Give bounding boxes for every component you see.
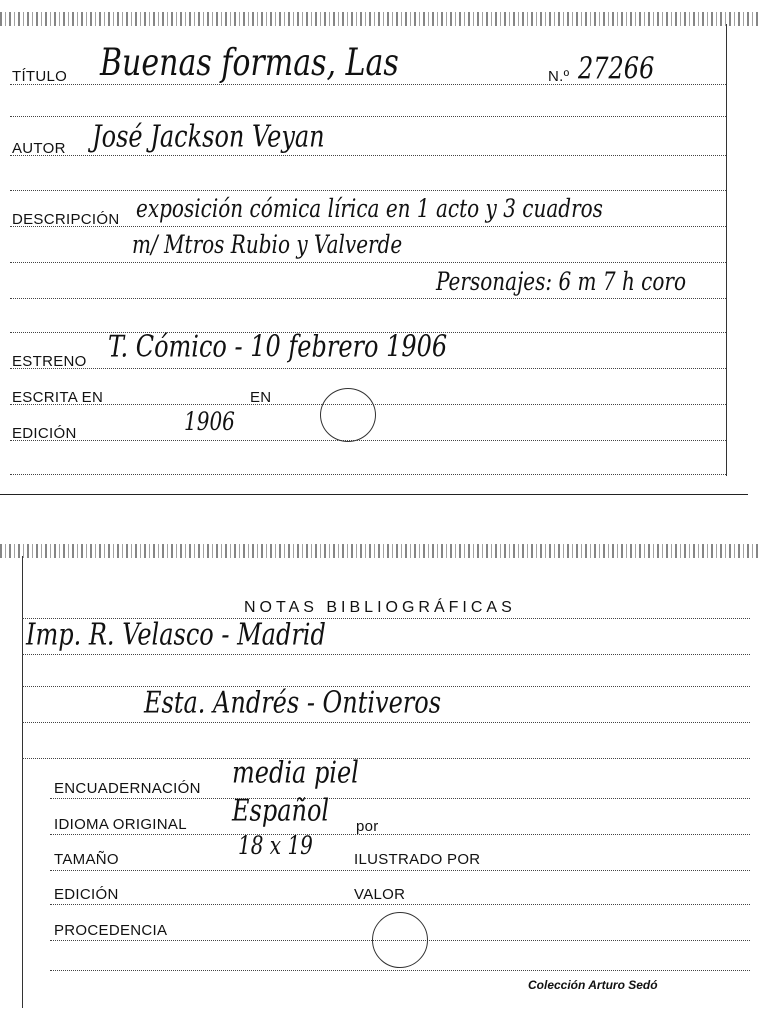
line [22,758,750,759]
line [50,798,750,799]
note-imprenta: Imp. R. Velasco - Madrid [26,617,326,652]
idioma-value: Español [232,793,330,828]
line [10,262,726,263]
edicion-label-2: EDICIÓN [54,886,119,903]
en-label: EN [250,389,272,406]
procedencia-label: PROCEDENCIA [54,922,168,939]
escrita-en-label: ESCRITA EN [12,389,104,406]
idioma-label: IDIOMA ORIGINAL [54,816,187,833]
por-label: por [356,818,379,835]
descripcion-line2: m/ Mtros Rubio y Valverde [132,229,403,259]
descripcion-line3: Personajes: 6 m 7 h coro [436,266,687,296]
titulo-label: TÍTULO [12,68,68,85]
edicion-value: 1906 [184,406,235,436]
ilustrado-label: ILUSTRADO POR [354,851,481,868]
card-border [22,556,23,1008]
autor-value: José Jackson Veyan [92,119,325,154]
round-stamp [372,912,428,968]
collection-credit: Colección Arturo Sedó [528,978,658,992]
catalog-card-top [0,0,759,495]
valor-label: VALOR [354,886,406,903]
line [10,368,726,369]
tamano-label: TAMAÑO [54,851,119,868]
numero-value: 27266 [578,51,655,86]
note-estampa: Esta. Andrés - Ontiveros [144,685,442,720]
card-border [726,24,727,476]
line [10,474,726,475]
line [10,190,726,191]
line [10,298,726,299]
line [50,870,750,871]
line [50,834,750,835]
encuadernacion-label: ENCUADERNACIÓN [54,780,201,797]
estreno-label: ESTRENO [12,353,87,370]
line [10,440,726,441]
catalog-card-bottom [0,540,759,1028]
autor-label: AUTOR [12,140,66,157]
encuadernacion-value: media piel [232,755,359,790]
line [10,155,726,156]
torn-edge [0,12,759,26]
line [50,970,750,971]
torn-edge [0,544,759,558]
round-stamp [320,388,376,442]
titulo-value: Buenas formas, Las [100,41,399,85]
line [22,654,750,655]
estreno-value: T. Cómico - 10 febrero 1906 [108,329,448,364]
edicion-label: EDICIÓN [12,425,77,442]
card-bottom-edge [0,494,748,495]
descripcion-line1: exposición cómica lírica en 1 acto y 3 cuadros [136,193,603,223]
line [22,722,750,723]
line [10,116,726,117]
tamano-value: 18 x 19 [238,830,313,860]
line [50,904,750,905]
descripcion-label: DESCRIPCIÓN [12,211,120,228]
numero-label: N.º [548,68,570,85]
notas-heading: NOTAS BIBLIOGRÁFICAS [244,599,516,616]
